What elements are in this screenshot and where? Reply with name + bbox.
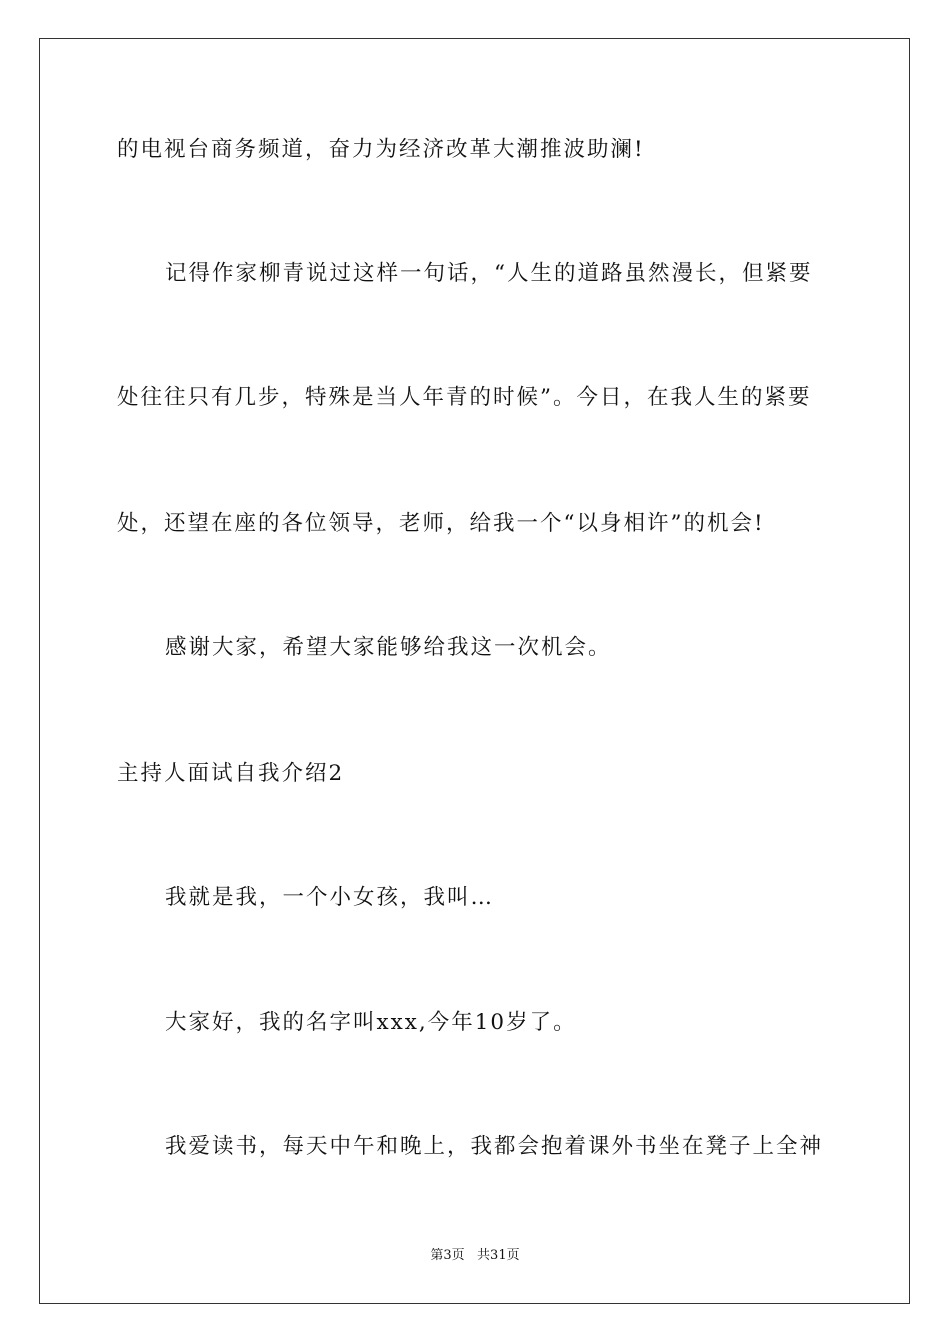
page-border — [39, 38, 910, 1304]
page-number-footer: 第3页 共31页 — [430, 1248, 520, 1263]
paragraph-line: 我爱读书，每天中午和晚上，我都会抱着课外书坐在凳子上全神 — [165, 1134, 824, 1159]
paragraph-line: 的电视台商务频道，奋力为经济改革大潮推波助澜! — [117, 137, 645, 162]
paragraph-line: 大家好，我的名字叫xxx,今年10岁了。 — [165, 1010, 577, 1035]
paragraph-line: 处，还望在座的各位领导，老师，给我一个“以身相许”的机会! — [117, 511, 765, 536]
paragraph-line: 记得作家柳青说过这样一句话，“人生的道路虽然漫长，但紧要 — [165, 261, 813, 286]
section-heading: 主持人面试自我介绍2 — [117, 761, 345, 786]
paragraph-line: 处往往只有几步，特殊是当人年青的时候”。今日，在我人生的紧要 — [117, 385, 812, 410]
paragraph-line: 我就是我，一个小女孩，我叫… — [165, 885, 495, 910]
paragraph-line: 感谢大家，希望大家能够给我这一次机会。 — [165, 635, 612, 660]
